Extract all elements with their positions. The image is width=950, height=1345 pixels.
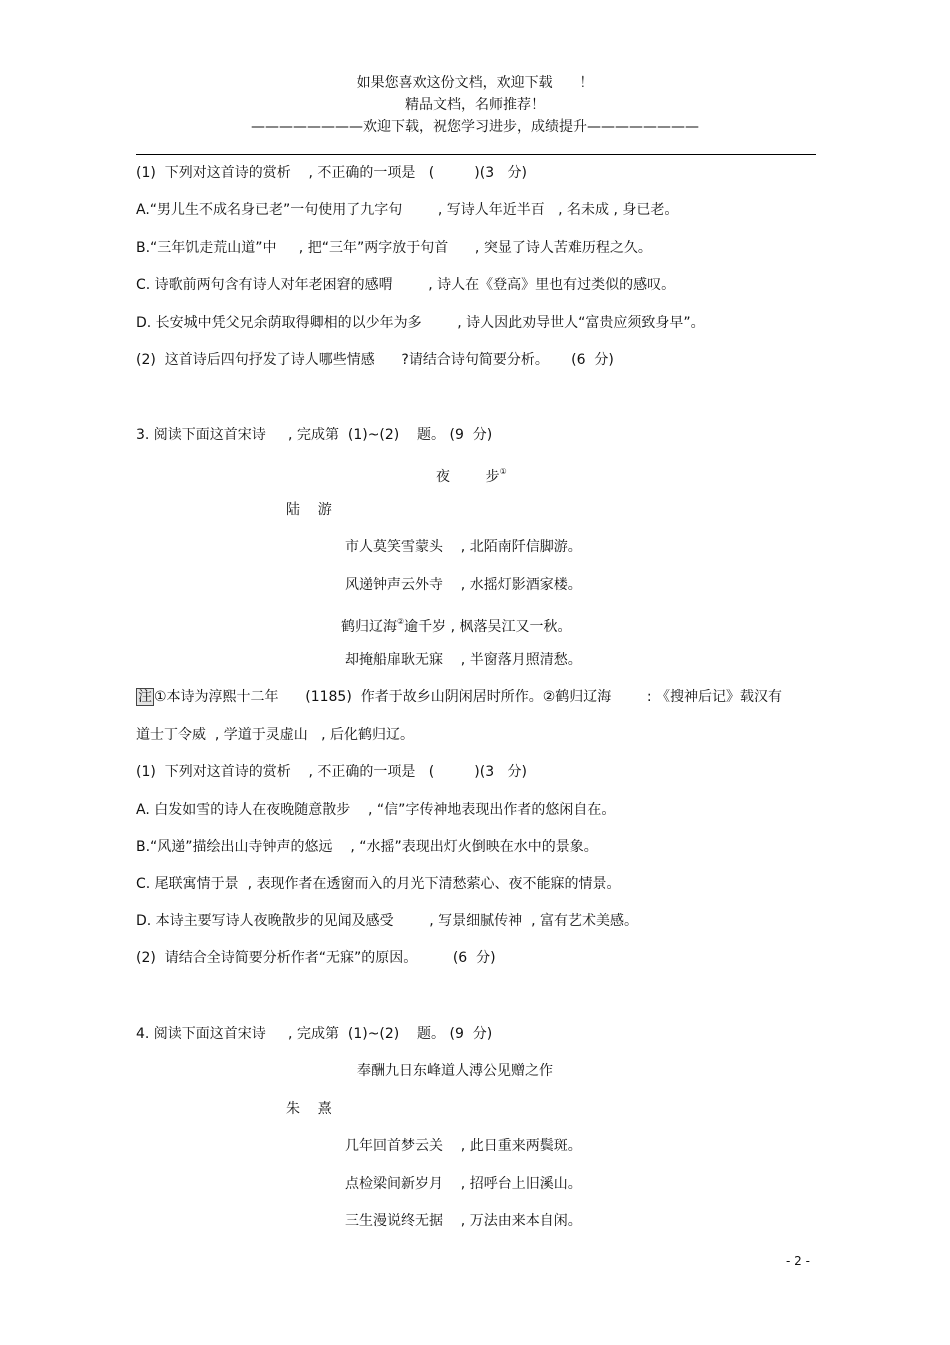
q3-poem-line-4: 却掩船扉耿无寐 , 半窗落月照清愁。 <box>345 652 582 668</box>
q3-sub-question-2: (2) 请结合全诗简要分析作者“无寐”的原因。 (6 分) <box>136 950 496 966</box>
q3-note-text-1: ①本诗为淳熙十二年 (1185) 作者于故乡山阴闲居时所作。②鹤归辽海 : 《搜神后记》载汉有 <box>154 689 783 705</box>
q3-line-3-part-2: 逾千岁 , 枫落吴江又一秋。 <box>404 619 572 635</box>
q3-option-a: A. 白发如雪的诗人在夜晚随意散步 , “信”字传神地表现出作者的悠闲自在。 <box>136 802 616 818</box>
q4-poem-line-1: 几年回首梦云关 , 此日重来两鬓斑。 <box>345 1138 582 1154</box>
q2-option-b: B.“三年饥走荒山道”中 , 把“三年”两字放于句首 , 突显了诗人苦难历程之久。 <box>136 240 652 256</box>
q3-title-text: 夜 步 <box>436 469 500 485</box>
q3-poem-line-3 <box>341 613 572 636</box>
q3-option-b: B.“风递”描绘出山寺钟声的悠远 , “水摇”表现出灯火倒映在水中的景象。 <box>136 839 598 855</box>
q4-intro: 4. 阅读下面这首宋诗 , 完成第 (1)~(2) 题。 (9 分) <box>136 1026 493 1042</box>
q3-note-line-2: 道士丁令威 , 学道于灵虚山 , 后化鹤归辽。 <box>136 727 415 743</box>
header-line-1: 如果您喜欢这份文档，欢迎下载 ！ <box>356 75 594 91</box>
q2-option-a: A.“男儿生不成名身已老”一句使用了九字句 , 写诗人年近半百 , 名未成 , 身已老。 <box>136 202 679 218</box>
q3-sub-question-1: (1) 下列对这首诗的赏析 , 不正确的一项是 ( )(3 分) <box>136 764 527 780</box>
page-number: - 2 - <box>786 1254 810 1268</box>
q2-option-d: D. 长安城中凭父兄余荫取得卿相的以少年为多 , 诗人因此劝导世人“富贵应须致身早”。 <box>136 315 705 331</box>
q3-title-footnote-mark: ① <box>499 467 507 476</box>
q4-poem-author: 朱 熹 <box>286 1101 332 1117</box>
q4-poem-title: 奉酬九日东峰道人溥公见赠之作 <box>357 1063 553 1079</box>
q3-poem-line-1: 市人莫笑雪蒙头 , 北陌南阡信脚游。 <box>345 539 582 555</box>
q3-option-c: C. 尾联寓情于景 , 表现作者在透窗而入的月光下清愁萦心、夜不能寐的情景。 <box>136 876 621 892</box>
q2-sub-question-1: (1) 下列对这首诗的赏析 , 不正确的一项是 ( )(3 分) <box>136 165 527 181</box>
q2-option-c: C. 诗歌前两句含有诗人对年老困窘的感喟 , 诗人在《登高》里也有过类似的感叹。 <box>136 277 676 293</box>
header-line-2: 精品文档，名师推荐！ <box>405 97 545 113</box>
header-divider <box>136 154 816 155</box>
q3-intro: 3. 阅读下面这首宋诗 , 完成第 (1)~(2) 题。 (9 分) <box>136 427 493 443</box>
header-line-3: ————————欢迎下载，祝您学习进步，成绩提升———————— <box>251 119 699 135</box>
q3-note-label: 注 <box>138 689 152 705</box>
q3-line-3-footnote-mark: ② <box>397 617 405 626</box>
q4-poem-line-2: 点检梁间新岁月 , 招呼台上旧溪山。 <box>345 1176 582 1192</box>
q2-sub-question-2: (2) 这首诗后四句抒发了诗人哪些情感 ?请结合诗句简要分析。 (6 分) <box>136 352 614 368</box>
q4-poem-line-3: 三生漫说终无据 , 万法由来本自闲。 <box>345 1213 582 1229</box>
q3-note-line-1 <box>136 688 782 706</box>
q3-line-3-part-1: 鹤归辽海 <box>341 619 397 635</box>
q3-poem-author: 陆 游 <box>286 502 332 518</box>
q3-option-d: D. 本诗主要写诗人夜晚散步的见闻及感受 , 写景细腻传神 , 富有艺术美感。 <box>136 913 638 929</box>
q3-poem-line-2: 风递钟声云外寺 , 水摇灯影酒家楼。 <box>345 577 582 593</box>
q3-poem-title <box>436 463 507 486</box>
